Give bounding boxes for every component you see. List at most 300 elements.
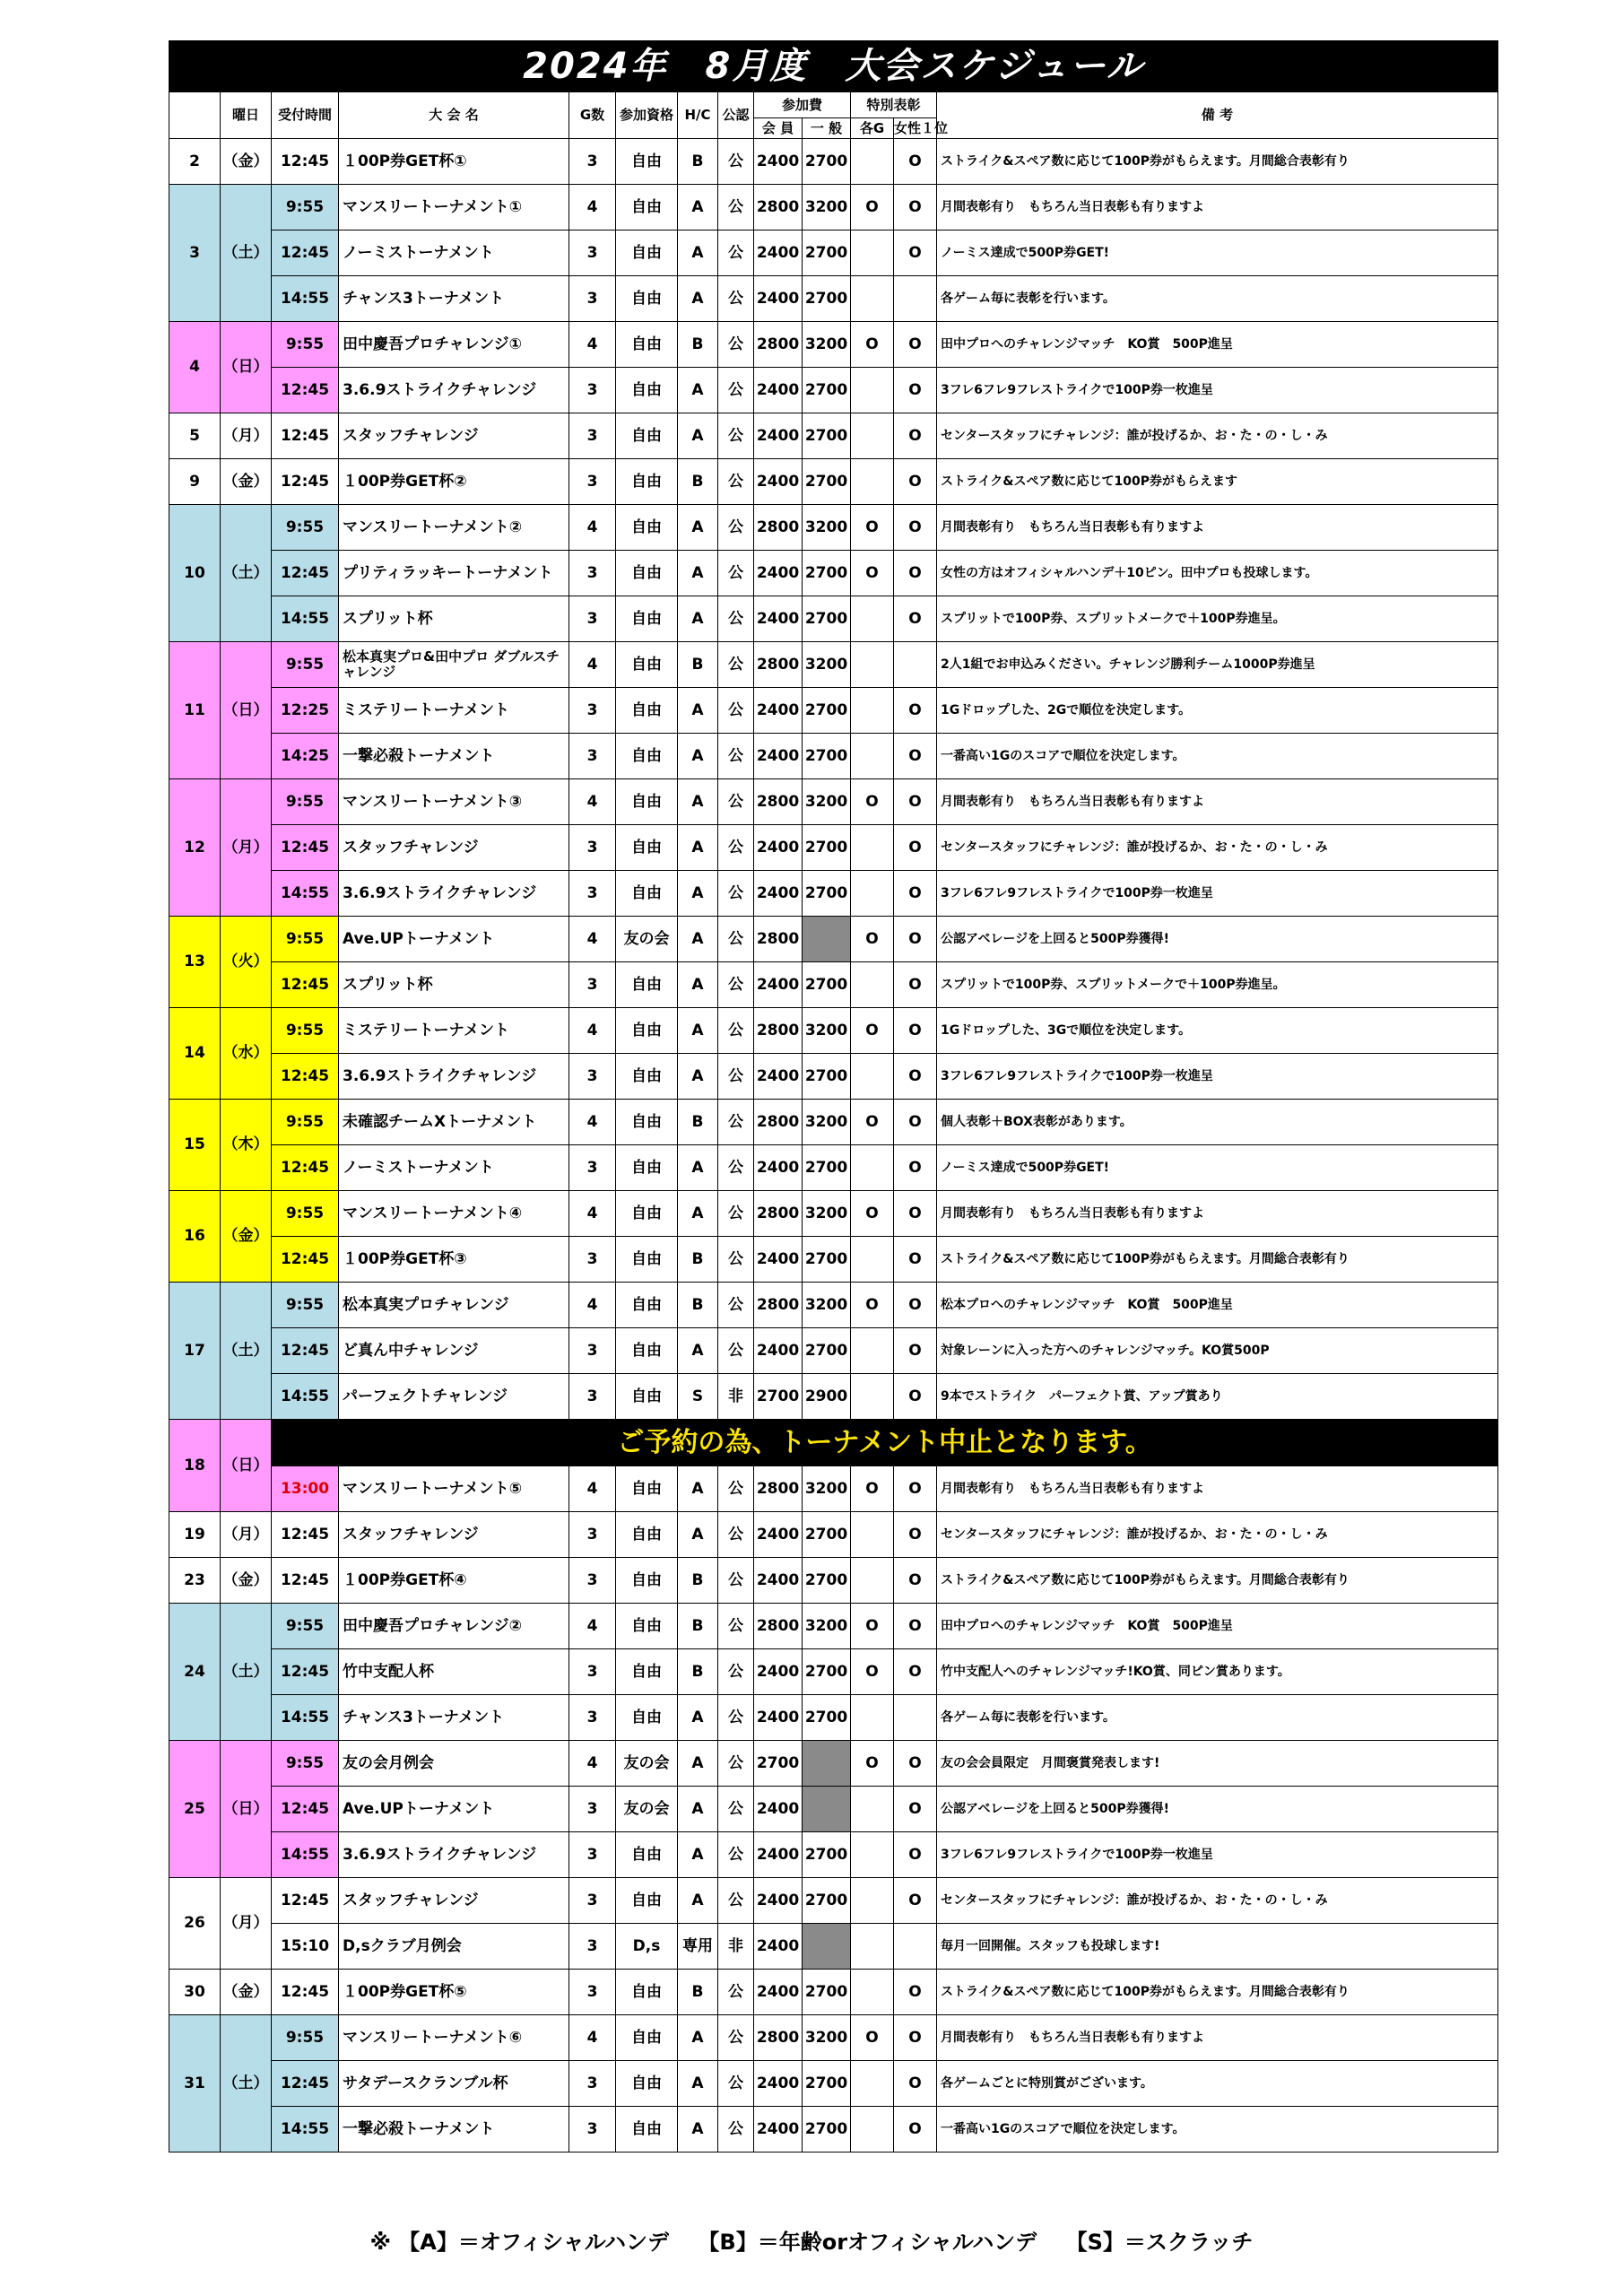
each-game-award-cell — [851, 642, 894, 688]
female-award-cell: O — [894, 1191, 937, 1237]
table-row — [169, 1970, 1498, 2015]
table-row — [169, 551, 1498, 596]
official-cell: 公 — [718, 779, 754, 825]
member-fee-cell: 2400 — [754, 1787, 803, 1832]
hc-cell: A — [678, 1787, 718, 1832]
remarks-cell: ノーミス達成で500P券GET! — [937, 1145, 1498, 1191]
each-game-award-cell — [851, 871, 894, 917]
female-award-cell — [894, 1924, 937, 1970]
each-game-award-cell — [851, 1924, 894, 1970]
remarks-cell: 2人1組でお申込みください。チャレンジ勝利チーム1000P券進呈 — [937, 642, 1498, 688]
tournament-name: ノーミストーナメント — [339, 1145, 569, 1191]
time-cell: 14:25 — [272, 734, 339, 779]
tournament-name: 竹中支配人杯 — [339, 1649, 569, 1695]
official-cell: 公 — [718, 642, 754, 688]
eligibility-cell: 自由 — [616, 1008, 678, 1054]
remarks-cell: センタースタッフにチャレンジ：誰が投げるか、お・た・の・し・み — [937, 825, 1498, 871]
schedule-body — [169, 139, 1498, 2152]
table-row — [169, 1374, 1498, 1420]
table-row — [169, 1649, 1498, 1695]
footnote: ※ 【A】＝オフィシャルハンデ 【B】＝年齢orオフィシャルハンデ 【S】＝スクラッチ — [369, 2230, 1254, 2255]
eligibility-cell: 自由 — [616, 1145, 678, 1191]
games-cell: 3 — [569, 596, 616, 642]
official-cell: 公 — [718, 1649, 754, 1695]
general-fee-cell — [803, 1741, 851, 1787]
female-award-cell: O — [894, 139, 937, 185]
weekday-cell: （金） — [221, 139, 272, 185]
remarks-cell: 女性の方はオフィシャルハンデ＋10ピン。田中プロも投球します。 — [937, 551, 1498, 596]
weekday-cell: （土） — [221, 505, 272, 642]
official-cell: 公 — [718, 1283, 754, 1328]
time-cell: 12:25 — [272, 688, 339, 734]
date-cell: 30 — [169, 1970, 221, 2015]
each-game-award-cell: O — [851, 1283, 894, 1328]
eligibility-cell: 自由 — [616, 1191, 678, 1237]
official-cell: 公 — [718, 1100, 754, 1145]
eligibility-cell: 自由 — [616, 1466, 678, 1512]
time-cell: 13:00 — [272, 1466, 339, 1512]
games-cell: 3 — [569, 1237, 616, 1283]
general-fee-cell — [803, 917, 851, 962]
tournament-name: 3.6.9ストライクチャレンジ — [339, 1832, 569, 1878]
member-fee-cell: 2400 — [754, 368, 803, 413]
official-cell: 公 — [718, 1558, 754, 1604]
female-award-cell — [894, 276, 937, 322]
table-row — [169, 688, 1498, 734]
time-cell: 12:45 — [272, 962, 339, 1008]
eligibility-cell: 自由 — [616, 368, 678, 413]
female-award-cell: O — [894, 1237, 937, 1283]
weekday-cell: （月） — [221, 779, 272, 917]
games-cell: 3 — [569, 1924, 616, 1970]
female-award-cell: O — [894, 1466, 937, 1512]
member-fee-cell: 2400 — [754, 459, 803, 505]
tournament-name: スタッフチャレンジ — [339, 1878, 569, 1924]
female-award-cell: O — [894, 368, 937, 413]
time-cell: 9:55 — [272, 1100, 339, 1145]
table-row — [169, 139, 1498, 185]
each-game-award-cell: O — [851, 1008, 894, 1054]
hc-cell: A — [678, 962, 718, 1008]
hc-cell: A — [678, 1741, 718, 1787]
weekday-cell: （日） — [221, 1420, 272, 1512]
date-cell: 23 — [169, 1558, 221, 1604]
table-row — [169, 734, 1498, 779]
eligibility-cell: 自由 — [616, 1695, 678, 1741]
weekday-cell: （土） — [221, 2015, 272, 2152]
games-cell: 3 — [569, 1970, 616, 2015]
official-cell: 公 — [718, 1466, 754, 1512]
eligibility-cell: 自由 — [616, 459, 678, 505]
general-fee-cell: 2700 — [803, 1054, 851, 1100]
hc-cell: B — [678, 1649, 718, 1695]
tournament-name: 3.6.9ストライクチャレンジ — [339, 1054, 569, 1100]
each-game-award-cell — [851, 459, 894, 505]
female-award-cell: O — [894, 779, 937, 825]
eligibility-cell: 自由 — [616, 276, 678, 322]
female-award-cell: O — [894, 734, 937, 779]
time-cell: 9:55 — [272, 1741, 339, 1787]
date-cell: 5 — [169, 413, 221, 459]
each-game-award-cell: O — [851, 322, 894, 368]
tournament-name: ミステリートーナメント — [339, 688, 569, 734]
general-fee-cell: 3200 — [803, 2015, 851, 2061]
remarks-cell: 3フレ6フレ9フレストライクで100P券一枚進呈 — [937, 1832, 1498, 1878]
member-fee-cell: 2800 — [754, 1191, 803, 1237]
general-fee-cell: 3200 — [803, 505, 851, 551]
remarks-cell: 3フレ6フレ9フレストライクで100P券一枚進呈 — [937, 871, 1498, 917]
eligibility-cell: 自由 — [616, 139, 678, 185]
each-game-award-cell — [851, 1145, 894, 1191]
female-award-cell: O — [894, 459, 937, 505]
table-row — [169, 1558, 1498, 1604]
eligibility-cell: 自由 — [616, 2107, 678, 2152]
member-fee-cell: 2800 — [754, 2015, 803, 2061]
official-cell: 公 — [718, 1191, 754, 1237]
games-cell: 4 — [569, 1100, 616, 1145]
general-fee-cell: 2700 — [803, 1695, 851, 1741]
each-game-award-cell: O — [851, 551, 894, 596]
tournament-name: 松本真実プロ&田中プロ ダブルスチャレンジ — [339, 642, 569, 688]
table-row — [169, 1512, 1498, 1558]
each-game-award-cell — [851, 1328, 894, 1374]
games-cell: 4 — [569, 1191, 616, 1237]
games-cell: 4 — [569, 185, 616, 230]
remarks-cell: 竹中支配人へのチャレンジマッチ!KO賞、同ピン賞あります。 — [937, 1649, 1498, 1695]
member-fee-cell: 2400 — [754, 139, 803, 185]
each-game-award-cell: O — [851, 1100, 894, 1145]
female-award-cell: O — [894, 825, 937, 871]
tournament-name: ど真ん中チャレンジ — [339, 1328, 569, 1374]
table-row — [169, 1787, 1498, 1832]
eligibility-cell: 自由 — [616, 185, 678, 230]
weekday-cell: （火） — [221, 917, 272, 1008]
member-fee-cell: 2400 — [754, 1145, 803, 1191]
date-cell: 16 — [169, 1191, 221, 1283]
table-row — [169, 459, 1498, 505]
date-cell: 11 — [169, 642, 221, 779]
eligibility-cell: 自由 — [616, 642, 678, 688]
member-fee-cell: 2400 — [754, 1878, 803, 1924]
female-award-cell: O — [894, 1512, 937, 1558]
member-fee-cell: 2800 — [754, 505, 803, 551]
general-fee-cell — [803, 1924, 851, 1970]
weekday-cell: （月） — [221, 1512, 272, 1558]
member-fee-cell: 2400 — [754, 1924, 803, 1970]
female-award-cell: O — [894, 1100, 937, 1145]
tournament-name: マンスリートーナメント④ — [339, 1191, 569, 1237]
games-cell: 3 — [569, 230, 616, 276]
remarks-cell: 一番高い1Gのスコアで順位を決定します。 — [937, 2107, 1498, 2152]
official-cell: 公 — [718, 276, 754, 322]
table-row — [169, 1237, 1498, 1283]
time-cell: 9:55 — [272, 1283, 339, 1328]
table-row — [169, 1741, 1498, 1787]
hc-cell: A — [678, 871, 718, 917]
table-row — [169, 642, 1498, 688]
official-cell: 公 — [718, 185, 754, 230]
weekday-cell: （金） — [221, 1558, 272, 1604]
female-award-cell: O — [894, 1787, 937, 1832]
official-cell: 公 — [718, 734, 754, 779]
games-cell: 4 — [569, 779, 616, 825]
remarks-cell: 松本プロへのチャレンジマッチ KO賞 500P進呈 — [937, 1283, 1498, 1328]
date-cell: 4 — [169, 322, 221, 413]
name-header: 大 会 名 — [339, 92, 569, 139]
official-cell: 公 — [718, 139, 754, 185]
table-row — [169, 1191, 1498, 1237]
remarks-cell: 毎月一回開催。スタッフも投球します! — [937, 1924, 1498, 1970]
female-award-cell: O — [894, 596, 937, 642]
date-cell: 12 — [169, 779, 221, 917]
tournament-name: 松本真実プロチャレンジ — [339, 1283, 569, 1328]
official-cell: 非 — [718, 1924, 754, 1970]
time-cell: 12:45 — [272, 139, 339, 185]
female-award-cell: O — [894, 1283, 937, 1328]
games-cell: 3 — [569, 1695, 616, 1741]
general-fee-cell: 3200 — [803, 185, 851, 230]
eligibility-cell: 友の会 — [616, 917, 678, 962]
each-game-award-cell — [851, 1832, 894, 1878]
hc-cell: A — [678, 1054, 718, 1100]
tournament-name: 友の会月例会 — [339, 1741, 569, 1787]
each-game-award-cell — [851, 1787, 894, 1832]
remarks-cell: 公認アベレージを上回ると500P券獲得! — [937, 1787, 1498, 1832]
remarks-cell: ストライク&スペア数に応じて100P券がもらえます。月間総合表彰有り — [937, 1237, 1498, 1283]
member-fee-cell: 2400 — [754, 1970, 803, 2015]
table-row — [169, 1100, 1498, 1145]
each-game-award-cell — [851, 825, 894, 871]
games-cell: 3 — [569, 1374, 616, 1420]
games-cell: 4 — [569, 505, 616, 551]
date-cell: 9 — [169, 459, 221, 505]
member-fee-cell: 2400 — [754, 1237, 803, 1283]
each-game-award-cell — [851, 596, 894, 642]
hc-cell: A — [678, 825, 718, 871]
games-cell: 4 — [569, 1008, 616, 1054]
table-row — [169, 185, 1498, 230]
female-award-cell: O — [894, 688, 937, 734]
games-cell: 3 — [569, 276, 616, 322]
games-cell: 4 — [569, 322, 616, 368]
remarks-cell: センタースタッフにチャレンジ：誰が投げるか、お・た・の・し・み — [937, 1878, 1498, 1924]
member-fee-cell: 2800 — [754, 1008, 803, 1054]
member-fee-cell: 2400 — [754, 1832, 803, 1878]
remarks-cell: 月間表彰有り もちろん当日表彰も有りますよ — [937, 1191, 1498, 1237]
each-game-award-cell — [851, 688, 894, 734]
general-fee-cell: 3200 — [803, 1283, 851, 1328]
member-fee-cell: 2400 — [754, 1328, 803, 1374]
table-row — [169, 1145, 1498, 1191]
tournament-name: 3.6.9ストライクチャレンジ — [339, 871, 569, 917]
games-cell: 3 — [569, 1328, 616, 1374]
eligibility-cell: 自由 — [616, 1512, 678, 1558]
female-award-cell: O — [894, 1328, 937, 1374]
official-cell: 公 — [718, 1328, 754, 1374]
tournament-name: 一撃必殺トーナメント — [339, 734, 569, 779]
games-cell: 3 — [569, 368, 616, 413]
general-fee-cell: 2700 — [803, 1512, 851, 1558]
tournament-name: １00P券GET杯⑤ — [339, 1970, 569, 2015]
table-row — [169, 1466, 1498, 1512]
tournament-name: スプリット杯 — [339, 596, 569, 642]
time-cell: 12:45 — [272, 1649, 339, 1695]
time-cell: 12:45 — [272, 1970, 339, 2015]
time-cell: 12:45 — [272, 2061, 339, 2107]
tournament-name: Ave.UPトーナメント — [339, 1787, 569, 1832]
date-cell: 13 — [169, 917, 221, 1008]
weekday-cell: （土） — [221, 1283, 272, 1420]
each-game-award-cell — [851, 1970, 894, 2015]
each-game-award-cell — [851, 2061, 894, 2107]
time-cell: 9:55 — [272, 322, 339, 368]
member-fee-cell: 2400 — [754, 276, 803, 322]
remarks-cell: 友の会会員限定 月間褒賞発表します! — [937, 1741, 1498, 1787]
tournament-name: スタッフチャレンジ — [339, 413, 569, 459]
schedule-table — [169, 40, 1498, 2152]
table-row — [169, 1924, 1498, 1970]
member-fee-cell: 2400 — [754, 734, 803, 779]
general-fee-cell: 2700 — [803, 459, 851, 505]
general-fee-cell: 2700 — [803, 2107, 851, 2152]
time-cell: 12:45 — [272, 413, 339, 459]
remarks-cell: スプリットで100P券、スプリットメークで＋100P券進呈。 — [937, 596, 1498, 642]
remarks-cell: センタースタッフにチャレンジ：誰が投げるか、お・た・の・し・み — [937, 1512, 1498, 1558]
eligibility-cell: 自由 — [616, 1328, 678, 1374]
each-game-award-cell — [851, 1878, 894, 1924]
general-fee-cell: 2700 — [803, 139, 851, 185]
eligibility-cell: 自由 — [616, 1374, 678, 1420]
female-award-cell: O — [894, 551, 937, 596]
eligibility-cell: 自由 — [616, 1283, 678, 1328]
member-fee-cell: 2400 — [754, 230, 803, 276]
each-game-award-cell: O — [851, 779, 894, 825]
remarks-cell: センタースタッフにチャレンジ：誰が投げるか、お・た・の・し・み — [937, 413, 1498, 459]
time-cell: 9:55 — [272, 779, 339, 825]
eligibility-cell: 自由 — [616, 230, 678, 276]
date-cell: 2 — [169, 139, 221, 185]
eligibility-cell: 自由 — [616, 1054, 678, 1100]
games-cell: 4 — [569, 1466, 616, 1512]
each-game-award-cell: O — [851, 917, 894, 962]
tournament-name: パーフェクトチャレンジ — [339, 1374, 569, 1420]
tournament-name: 3.6.9ストライクチャレンジ — [339, 368, 569, 413]
general-fee-cell: 2900 — [803, 1374, 851, 1420]
remarks-cell: 9本でストライク パーフェクト賞、アップ賞あり — [937, 1374, 1498, 1420]
hc-cell: 専用 — [678, 1924, 718, 1970]
award-header: 特別表彰 — [851, 92, 937, 118]
tournament-name: プリティラッキートーナメント — [339, 551, 569, 596]
hc-cell: B — [678, 642, 718, 688]
each-game-award-cell: O — [851, 2015, 894, 2061]
general-fee-cell: 2700 — [803, 1832, 851, 1878]
member-fee-cell: 2400 — [754, 551, 803, 596]
hc-cell: A — [678, 917, 718, 962]
weekday-cell: （月） — [221, 1878, 272, 1970]
hc-cell: S — [678, 1374, 718, 1420]
each-game-award-cell — [851, 1054, 894, 1100]
official-cell: 非 — [718, 1374, 754, 1420]
remarks-cell: 1Gドロップした、2Gで順位を決定します。 — [937, 688, 1498, 734]
tournament-name: サタデースクランブル杯 — [339, 2061, 569, 2107]
general-fee-header: 一 般 — [803, 118, 851, 139]
official-cell: 公 — [718, 1878, 754, 1924]
eligibility-cell: 自由 — [616, 1878, 678, 1924]
hc-cell: A — [678, 596, 718, 642]
official-cell: 公 — [718, 1512, 754, 1558]
general-fee-cell: 2700 — [803, 871, 851, 917]
general-fee-cell: 3200 — [803, 1100, 851, 1145]
date-header — [169, 92, 221, 139]
tournament-name: 田中慶吾プロチャレンジ① — [339, 322, 569, 368]
member-fee-cell: 2800 — [754, 1604, 803, 1649]
general-fee-cell: 3200 — [803, 1191, 851, 1237]
time-cell: 15:10 — [272, 1924, 339, 1970]
date-cell: 15 — [169, 1100, 221, 1191]
member-fee-cell: 2400 — [754, 871, 803, 917]
tournament-name: マンスリートーナメント③ — [339, 779, 569, 825]
table-row — [169, 1328, 1498, 1374]
remarks-cell: 田中プロへのチャレンジマッチ KO賞 500P進呈 — [937, 322, 1498, 368]
each-game-award-cell — [851, 139, 894, 185]
time-cell: 14:55 — [272, 596, 339, 642]
hc-cell: A — [678, 551, 718, 596]
games-cell: 3 — [569, 1054, 616, 1100]
time-cell: 12:45 — [272, 1237, 339, 1283]
games-cell: 3 — [569, 962, 616, 1008]
female-award-cell: O — [894, 1145, 937, 1191]
tournament-name: １00P券GET杯④ — [339, 1558, 569, 1604]
member-fee-cell: 2800 — [754, 1283, 803, 1328]
remarks-header: 備 考 — [937, 92, 1498, 139]
each-game-award-cell — [851, 276, 894, 322]
female-award-cell: O — [894, 322, 937, 368]
tournament-name: スタッフチャレンジ — [339, 1512, 569, 1558]
time-cell: 9:55 — [272, 505, 339, 551]
time-cell: 12:45 — [272, 1558, 339, 1604]
tournament-name: チャンス3トーナメント — [339, 1695, 569, 1741]
general-fee-cell: 2700 — [803, 413, 851, 459]
date-cell: 14 — [169, 1008, 221, 1100]
hc-cell: A — [678, 185, 718, 230]
hc-cell: A — [678, 2061, 718, 2107]
eligibility-cell: 自由 — [616, 505, 678, 551]
time-cell: 12:45 — [272, 1054, 339, 1100]
tournament-name: Ave.UPトーナメント — [339, 917, 569, 962]
hc-cell: A — [678, 734, 718, 779]
hc-cell: A — [678, 1008, 718, 1054]
hc-cell: B — [678, 322, 718, 368]
general-fee-cell: 3200 — [803, 1466, 851, 1512]
time-cell: 12:45 — [272, 368, 339, 413]
games-cell: 4 — [569, 917, 616, 962]
official-cell: 公 — [718, 459, 754, 505]
female-award-cell: O — [894, 1604, 937, 1649]
member-fee-cell: 2700 — [754, 1374, 803, 1420]
member-fee-cell: 2800 — [754, 1466, 803, 1512]
remarks-cell: 3フレ6フレ9フレストライクで100P券一枚進呈 — [937, 1054, 1498, 1100]
official-cell: 公 — [718, 688, 754, 734]
general-fee-cell: 2700 — [803, 551, 851, 596]
official-cell: 公 — [718, 2061, 754, 2107]
remarks-cell: 各ゲームごとに特別賞がございます。 — [937, 2061, 1498, 2107]
female-award-cell: O — [894, 1008, 937, 1054]
female-award-cell: O — [894, 1649, 937, 1695]
official-cell: 公 — [718, 2015, 754, 2061]
remarks-cell: 一番高い1Gのスコアで順位を決定します。 — [937, 734, 1498, 779]
general-fee-cell: 2700 — [803, 596, 851, 642]
remarks-cell: ストライク&スペア数に応じて100P券がもらえます。月間総合表彰有り — [937, 1970, 1498, 2015]
